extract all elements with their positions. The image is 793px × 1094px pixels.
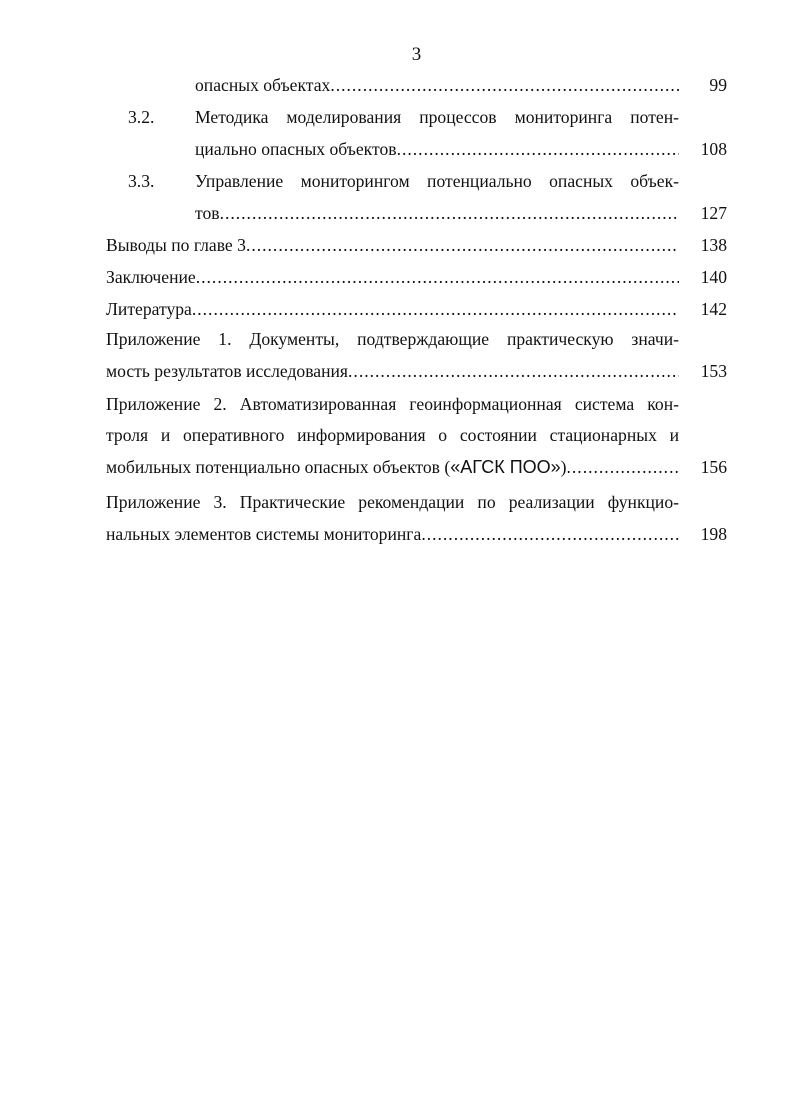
toc-entry-conclusions-ch3: [106, 233, 679, 257]
toc-page-number: 99: [709, 75, 727, 95]
toc-entry-text: мость результатов исследования: [106, 361, 349, 381]
toc-entry-appendix-2: Приложение 2. Автоматизированная геоинформационная система кон-: [106, 394, 679, 414]
dot-leader: [348, 359, 679, 383]
toc-page-number: 140: [700, 267, 727, 287]
dot-leader: [192, 297, 679, 321]
dot-leader: [220, 201, 679, 225]
toc-entry-appendix-3: Приложение 3. Практические рекомендации по реализации функцио-: [106, 492, 679, 512]
toc-page-number: 142: [700, 299, 727, 319]
toc-entry-3-2-line2: [195, 137, 679, 161]
toc-entry-text: тов: [195, 203, 220, 223]
toc-entry-3-2: Методика моделирования процессов мониторинга потен-: [195, 107, 679, 127]
toc-page-number: 156: [700, 457, 727, 477]
toc-entry-appendix-1: Приложение 1. Документы, подтверждающие практическую значи-: [106, 329, 679, 349]
toc-page-number: 153: [700, 361, 727, 381]
toc-entry-3-1-continued: [195, 73, 679, 97]
toc-entry-conclusion: [106, 265, 679, 289]
toc-entry-text: мобильных потенциально опасных объектов («АГСК ПОО»): [106, 457, 567, 477]
toc-entry-appendix-1-line2: [106, 359, 679, 383]
toc-entry-appendix-3-line2: [106, 522, 679, 546]
toc-entry-appendix-2-line2: троля и оперативного информирования о состоянии стационарных и: [106, 425, 679, 445]
toc-page-number: 127: [700, 203, 727, 223]
page-number: 3: [411, 44, 422, 65]
toc-section-number: 3.3.: [128, 171, 155, 191]
toc-entry-text: Литература: [106, 299, 192, 319]
toc-section-number: 3.2.: [128, 107, 155, 127]
dot-leader: [567, 455, 680, 479]
toc-entry-text: Заключение: [106, 267, 196, 287]
toc-entry-text: циально опасных объектов: [195, 139, 397, 159]
toc-page-number: 108: [700, 139, 727, 159]
toc-page-number: 138: [700, 235, 727, 255]
dot-leader: [246, 233, 679, 257]
toc-page-number: 198: [700, 524, 727, 544]
toc-entry-appendix-2-line3: [106, 455, 679, 479]
dot-leader: [397, 137, 679, 161]
dot-leader: [196, 265, 679, 289]
toc-entry-text: Выводы по главе 3: [106, 235, 246, 255]
toc-entry-text: опасных объектах: [195, 75, 331, 95]
toc-entry-3-3: Управление мониторингом потенциально опасных объек-: [195, 171, 679, 191]
toc-entry-3-3-line2: [195, 201, 679, 225]
toc-entry-literature: [106, 297, 679, 321]
dot-leader: [421, 522, 679, 546]
toc-entry-text: нальных элементов системы мониторинга: [106, 524, 422, 544]
dot-leader: [330, 73, 679, 97]
